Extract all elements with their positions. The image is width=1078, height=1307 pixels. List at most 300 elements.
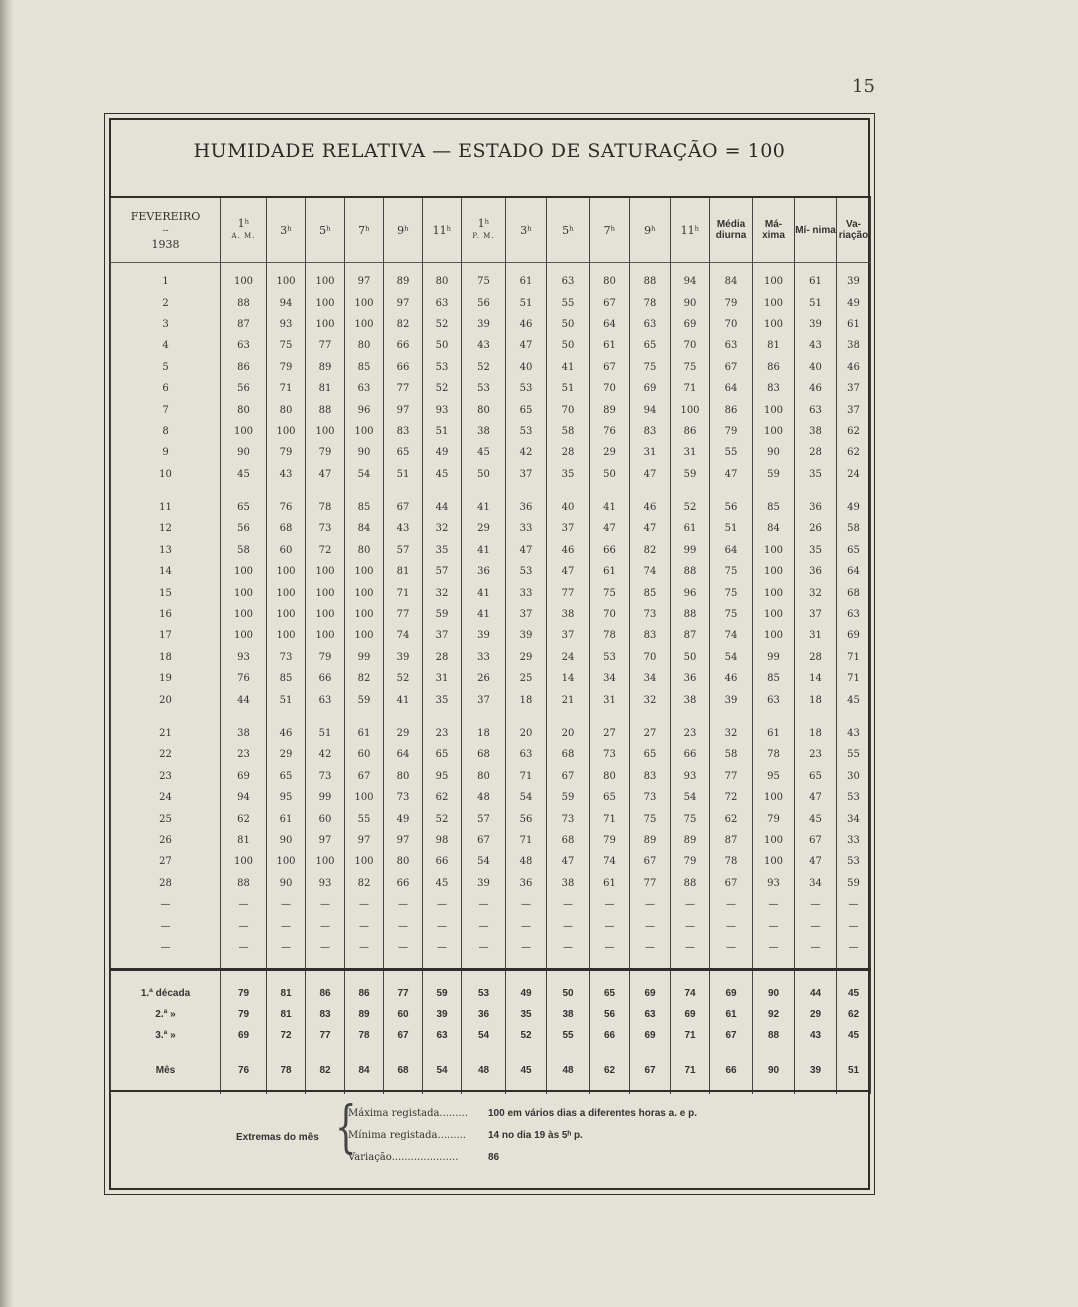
value-cell: 51 — [710, 518, 753, 539]
summary-value: 48 — [547, 1046, 590, 1094]
value-cell: 61 — [345, 711, 384, 744]
value-cell: 68 — [547, 830, 590, 851]
value-cell: 41 — [462, 582, 506, 603]
value-cell: 100 — [753, 540, 795, 561]
value-cell: 24 — [547, 647, 590, 668]
value-cell: 77 — [306, 335, 345, 356]
value-cell: 50 — [671, 647, 710, 668]
dash-cell: — — [671, 894, 710, 915]
dash-cell: — — [462, 915, 506, 936]
header-hour-label: 5ʰ — [319, 223, 331, 237]
day-cell: 8 — [111, 421, 221, 442]
value-cell: 29 — [506, 647, 547, 668]
header-hour — [306, 197, 345, 263]
dash-cell: — — [221, 915, 267, 936]
summary-value: 69 — [671, 1004, 710, 1025]
value-cell: 25 — [506, 668, 547, 689]
value-cell: 67 — [547, 766, 590, 787]
value-cell: 51 — [384, 464, 423, 485]
value-cell: 88 — [671, 604, 710, 625]
value-cell: 79 — [671, 851, 710, 872]
value-cell: 38 — [795, 421, 837, 442]
value-cell: 49 — [837, 485, 871, 518]
value-cell: 36 — [671, 668, 710, 689]
value-cell: 58 — [837, 518, 871, 539]
value-cell: 80 — [384, 766, 423, 787]
value-cell: 57 — [423, 561, 462, 582]
table-row — [111, 873, 871, 894]
value-cell: 31 — [795, 625, 837, 646]
table-row — [111, 668, 871, 689]
table-row — [111, 421, 871, 442]
value-cell: 72 — [710, 787, 753, 808]
value-cell: 64 — [837, 561, 871, 582]
value-cell: 100 — [753, 625, 795, 646]
value-cell: 38 — [547, 604, 590, 625]
value-cell: 65 — [506, 399, 547, 420]
value-cell: 100 — [306, 582, 345, 603]
value-cell: 51 — [795, 292, 837, 313]
dash-cell: — — [710, 894, 753, 915]
value-cell: 100 — [753, 830, 795, 851]
dash-cell: — — [795, 894, 837, 915]
value-cell: 56 — [221, 518, 267, 539]
value-cell: 56 — [221, 378, 267, 399]
table-row — [111, 625, 871, 646]
value-cell: 71 — [506, 830, 547, 851]
value-cell: 41 — [384, 689, 423, 710]
value-cell: 100 — [306, 561, 345, 582]
value-cell: 68 — [267, 518, 306, 539]
summary-value: 81 — [267, 970, 306, 1005]
value-cell: 100 — [753, 263, 795, 293]
dash-cell: — — [795, 937, 837, 970]
value-cell: 83 — [384, 421, 423, 442]
header-hour — [462, 197, 506, 263]
value-cell: 69 — [837, 625, 871, 646]
summary-value: 77 — [384, 970, 423, 1005]
value-cell: 100 — [306, 263, 345, 293]
value-cell: 53 — [506, 561, 547, 582]
value-cell: 85 — [753, 668, 795, 689]
value-cell: 61 — [590, 873, 630, 894]
value-cell: 56 — [506, 808, 547, 829]
header-hour-label: 5ʰ — [562, 223, 574, 237]
value-cell: 73 — [306, 518, 345, 539]
bottom-rule — [110, 1090, 870, 1092]
value-cell: 94 — [221, 787, 267, 808]
value-cell: 63 — [630, 314, 671, 335]
value-cell: 31 — [590, 689, 630, 710]
value-cell: 56 — [710, 485, 753, 518]
value-cell: 70 — [710, 314, 753, 335]
header-hour — [590, 197, 630, 263]
value-cell: 100 — [753, 292, 795, 313]
value-cell: 82 — [345, 668, 384, 689]
value-cell: 100 — [345, 314, 384, 335]
value-cell: 100 — [267, 582, 306, 603]
day-cell: 23 — [111, 766, 221, 787]
value-cell: 28 — [423, 647, 462, 668]
value-cell: 100 — [221, 851, 267, 872]
day-cell: 3 — [111, 314, 221, 335]
header-row — [111, 197, 871, 263]
summary-value: 48 — [462, 1046, 506, 1094]
header-period: P. M. — [472, 232, 495, 240]
value-cell: 43 — [795, 335, 837, 356]
value-cell: 57 — [462, 808, 506, 829]
value-cell: 27 — [590, 711, 630, 744]
day-cell: 14 — [111, 561, 221, 582]
summary-value: 78 — [267, 1046, 306, 1094]
value-cell: 64 — [710, 378, 753, 399]
summary-value: 89 — [345, 1004, 384, 1025]
value-cell: 20 — [547, 711, 590, 744]
header-hour-label: 11ʰ — [680, 223, 700, 237]
value-cell: 47 — [710, 464, 753, 485]
summary-value: 71 — [671, 1025, 710, 1046]
summary-value: 49 — [506, 970, 547, 1005]
value-cell: 52 — [384, 668, 423, 689]
value-cell: 75 — [710, 582, 753, 603]
value-cell: 55 — [837, 744, 871, 765]
value-cell: 75 — [267, 335, 306, 356]
value-cell: 52 — [671, 485, 710, 518]
decade-summary-row — [111, 1025, 871, 1046]
value-cell: 39 — [837, 263, 871, 293]
table-row — [111, 647, 871, 668]
value-cell: 50 — [462, 464, 506, 485]
value-cell: 67 — [795, 830, 837, 851]
value-cell: 88 — [671, 873, 710, 894]
value-cell: 49 — [423, 442, 462, 463]
value-cell: 89 — [590, 399, 630, 420]
value-cell: 71 — [384, 582, 423, 603]
value-cell: 71 — [837, 668, 871, 689]
value-cell: 80 — [345, 335, 384, 356]
value-cell: 62 — [710, 808, 753, 829]
value-cell: 94 — [267, 292, 306, 313]
value-cell: 43 — [384, 518, 423, 539]
header-period: A. M. — [231, 232, 256, 240]
value-cell: 61 — [590, 335, 630, 356]
value-cell: 85 — [267, 668, 306, 689]
summary-value: 84 — [345, 1046, 384, 1094]
value-cell: 93 — [753, 873, 795, 894]
value-cell: 65 — [630, 744, 671, 765]
value-cell: 63 — [795, 399, 837, 420]
summary-value: 67 — [384, 1025, 423, 1046]
dash-cell: — — [423, 915, 462, 936]
value-cell: 61 — [267, 808, 306, 829]
summary-value: 55 — [547, 1025, 590, 1046]
value-cell: 37 — [795, 604, 837, 625]
value-cell: 67 — [590, 292, 630, 313]
value-cell: 65 — [221, 485, 267, 518]
value-cell: 47 — [590, 518, 630, 539]
table-row — [111, 851, 871, 872]
value-cell: 38 — [221, 711, 267, 744]
dash-cell: — — [306, 894, 345, 915]
value-cell: 24 — [837, 464, 871, 485]
value-cell: 51 — [267, 689, 306, 710]
value-cell: 70 — [671, 335, 710, 356]
extreme-min: Mínima registada......... 14 no dia 19 às 5ʰ p. — [348, 1130, 583, 1141]
value-cell: 71 — [590, 808, 630, 829]
value-cell: 100 — [306, 851, 345, 872]
value-cell: 70 — [590, 378, 630, 399]
value-cell: 75 — [630, 808, 671, 829]
summary-value: 69 — [630, 1025, 671, 1046]
value-cell: 62 — [837, 421, 871, 442]
value-cell: 47 — [630, 518, 671, 539]
value-cell: 53 — [506, 378, 547, 399]
value-cell: 66 — [671, 744, 710, 765]
value-cell: 54 — [345, 464, 384, 485]
header-hour — [384, 197, 423, 263]
dash-cell: — — [837, 937, 871, 970]
value-cell: 37 — [547, 625, 590, 646]
value-cell: 49 — [837, 292, 871, 313]
summary-value: 60 — [384, 1004, 423, 1025]
value-cell: 50 — [590, 464, 630, 485]
value-cell: 56 — [462, 292, 506, 313]
value-cell: 46 — [547, 540, 590, 561]
value-cell: 26 — [795, 518, 837, 539]
value-cell: 100 — [221, 582, 267, 603]
value-cell: 87 — [221, 314, 267, 335]
value-cell: 43 — [267, 464, 306, 485]
value-cell: 63 — [306, 689, 345, 710]
value-cell: 73 — [384, 787, 423, 808]
day-cell: 15 — [111, 582, 221, 603]
value-cell: 75 — [630, 357, 671, 378]
value-cell: 29 — [267, 744, 306, 765]
value-cell: 59 — [671, 464, 710, 485]
value-cell: 65 — [384, 442, 423, 463]
table-row — [111, 314, 871, 335]
value-cell: 80 — [384, 851, 423, 872]
value-cell: 14 — [547, 668, 590, 689]
summary-value: 81 — [267, 1004, 306, 1025]
value-cell: 94 — [630, 399, 671, 420]
value-cell: 18 — [795, 711, 837, 744]
value-cell: 41 — [462, 604, 506, 625]
value-cell: 50 — [547, 335, 590, 356]
day-cell: 17 — [111, 625, 221, 646]
table-row — [111, 464, 871, 485]
dash-cell: — — [306, 915, 345, 936]
value-cell: 86 — [710, 399, 753, 420]
value-cell: 100 — [753, 399, 795, 420]
table-row — [111, 378, 871, 399]
value-cell: 40 — [795, 357, 837, 378]
empty-row — [111, 937, 871, 970]
value-cell: 47 — [306, 464, 345, 485]
value-cell: 90 — [221, 442, 267, 463]
value-cell: 59 — [753, 464, 795, 485]
value-cell: 65 — [423, 744, 462, 765]
value-cell: 75 — [671, 808, 710, 829]
summary-value: 39 — [795, 1046, 837, 1094]
value-cell: 40 — [547, 485, 590, 518]
header-hour-label: 1ʰ — [477, 217, 490, 230]
summary-value: 39 — [423, 1004, 462, 1025]
value-cell: 97 — [306, 830, 345, 851]
value-cell: 71 — [837, 647, 871, 668]
value-cell: 93 — [267, 314, 306, 335]
dash-cell: — — [630, 937, 671, 970]
value-cell: 53 — [590, 647, 630, 668]
value-cell: 100 — [267, 604, 306, 625]
value-cell: 80 — [423, 263, 462, 293]
value-cell: 90 — [345, 442, 384, 463]
dash-cell: — — [753, 894, 795, 915]
value-cell: 100 — [306, 292, 345, 313]
header-hour — [506, 197, 547, 263]
value-cell: 73 — [630, 787, 671, 808]
header-month: FEVEREIRO -- 1938 — [111, 197, 221, 263]
value-cell: 82 — [345, 873, 384, 894]
summary-value: 45 — [506, 1046, 547, 1094]
value-cell: 97 — [384, 399, 423, 420]
value-cell: 32 — [710, 711, 753, 744]
value-cell: 51 — [547, 378, 590, 399]
value-cell: 80 — [267, 399, 306, 420]
value-cell: 80 — [590, 263, 630, 293]
value-cell: 78 — [306, 485, 345, 518]
value-cell: 61 — [506, 263, 547, 293]
value-cell: 73 — [267, 647, 306, 668]
summary-value: 90 — [753, 970, 795, 1005]
value-cell: 51 — [306, 711, 345, 744]
header-hour-label: 1ʰ — [237, 217, 250, 230]
summary-value: 56 — [590, 1004, 630, 1025]
value-cell: 58 — [710, 744, 753, 765]
table-row — [111, 357, 871, 378]
summary-value: 69 — [221, 1025, 267, 1046]
value-cell: 37 — [506, 604, 547, 625]
value-cell: 33 — [837, 830, 871, 851]
value-cell: 46 — [837, 357, 871, 378]
decade-summary-row — [111, 1004, 871, 1025]
table-row — [111, 689, 871, 710]
value-cell: 28 — [795, 442, 837, 463]
summary-value: 77 — [306, 1025, 345, 1046]
value-cell: 74 — [710, 625, 753, 646]
value-cell: 60 — [345, 744, 384, 765]
value-cell: 52 — [462, 357, 506, 378]
value-cell: 64 — [590, 314, 630, 335]
value-cell: 82 — [384, 314, 423, 335]
value-cell: 78 — [753, 744, 795, 765]
dash-cell: — — [506, 937, 547, 970]
value-cell: 29 — [590, 442, 630, 463]
value-cell: 35 — [795, 464, 837, 485]
dash-cell: — — [630, 894, 671, 915]
value-cell: 83 — [630, 766, 671, 787]
value-cell: 66 — [423, 851, 462, 872]
table-row — [111, 561, 871, 582]
value-cell: 77 — [710, 766, 753, 787]
value-cell: 54 — [506, 787, 547, 808]
value-cell: 89 — [306, 357, 345, 378]
dash-cell: — — [345, 894, 384, 915]
value-cell: 100 — [267, 263, 306, 293]
summary-value: 71 — [671, 1046, 710, 1094]
value-cell: 41 — [590, 485, 630, 518]
value-cell: 100 — [345, 851, 384, 872]
value-cell: 67 — [710, 357, 753, 378]
value-cell: 60 — [306, 808, 345, 829]
value-cell: 100 — [306, 625, 345, 646]
summary-value: 92 — [753, 1004, 795, 1025]
value-cell: 59 — [345, 689, 384, 710]
value-cell: 100 — [345, 292, 384, 313]
day-cell: 13 — [111, 540, 221, 561]
header-hour-label: 9ʰ — [644, 223, 656, 237]
value-cell: 94 — [671, 263, 710, 293]
value-cell: 31 — [423, 668, 462, 689]
day-cell: 20 — [111, 689, 221, 710]
value-cell: 69 — [671, 314, 710, 335]
value-cell: 18 — [795, 689, 837, 710]
table-row — [111, 518, 871, 539]
value-cell: 73 — [306, 766, 345, 787]
value-cell: 71 — [671, 378, 710, 399]
value-cell: 63 — [710, 335, 753, 356]
value-cell: 71 — [506, 766, 547, 787]
value-cell: 49 — [384, 808, 423, 829]
value-cell: 36 — [795, 485, 837, 518]
value-cell: 74 — [630, 561, 671, 582]
value-cell: 53 — [462, 378, 506, 399]
summary-value: 66 — [590, 1025, 630, 1046]
value-cell: 54 — [671, 787, 710, 808]
value-cell: 88 — [221, 292, 267, 313]
header-hour — [671, 197, 710, 263]
dash-cell: — — [384, 894, 423, 915]
value-cell: 48 — [462, 787, 506, 808]
value-cell: 100 — [753, 561, 795, 582]
value-cell: 36 — [506, 873, 547, 894]
value-cell: 100 — [221, 263, 267, 293]
value-cell: 44 — [423, 485, 462, 518]
value-cell: 43 — [462, 335, 506, 356]
value-cell: 63 — [506, 744, 547, 765]
value-cell: 83 — [630, 625, 671, 646]
value-cell: 63 — [837, 604, 871, 625]
value-cell: 81 — [753, 335, 795, 356]
summary-value: 68 — [384, 1046, 423, 1094]
value-cell: 65 — [630, 335, 671, 356]
value-cell: 32 — [795, 582, 837, 603]
value-cell: 89 — [630, 830, 671, 851]
value-cell: 46 — [630, 485, 671, 518]
dash-cell: — — [590, 937, 630, 970]
day-cell: 2 — [111, 292, 221, 313]
dash-cell: — — [384, 915, 423, 936]
extremes-label: Extremas do mês — [236, 1132, 319, 1143]
dash-cell: — — [590, 915, 630, 936]
value-cell: 96 — [671, 582, 710, 603]
value-cell: 58 — [221, 540, 267, 561]
value-cell: 100 — [221, 604, 267, 625]
value-cell: 53 — [423, 357, 462, 378]
value-cell: 41 — [462, 485, 506, 518]
value-cell: 65 — [590, 787, 630, 808]
value-cell: 100 — [345, 604, 384, 625]
